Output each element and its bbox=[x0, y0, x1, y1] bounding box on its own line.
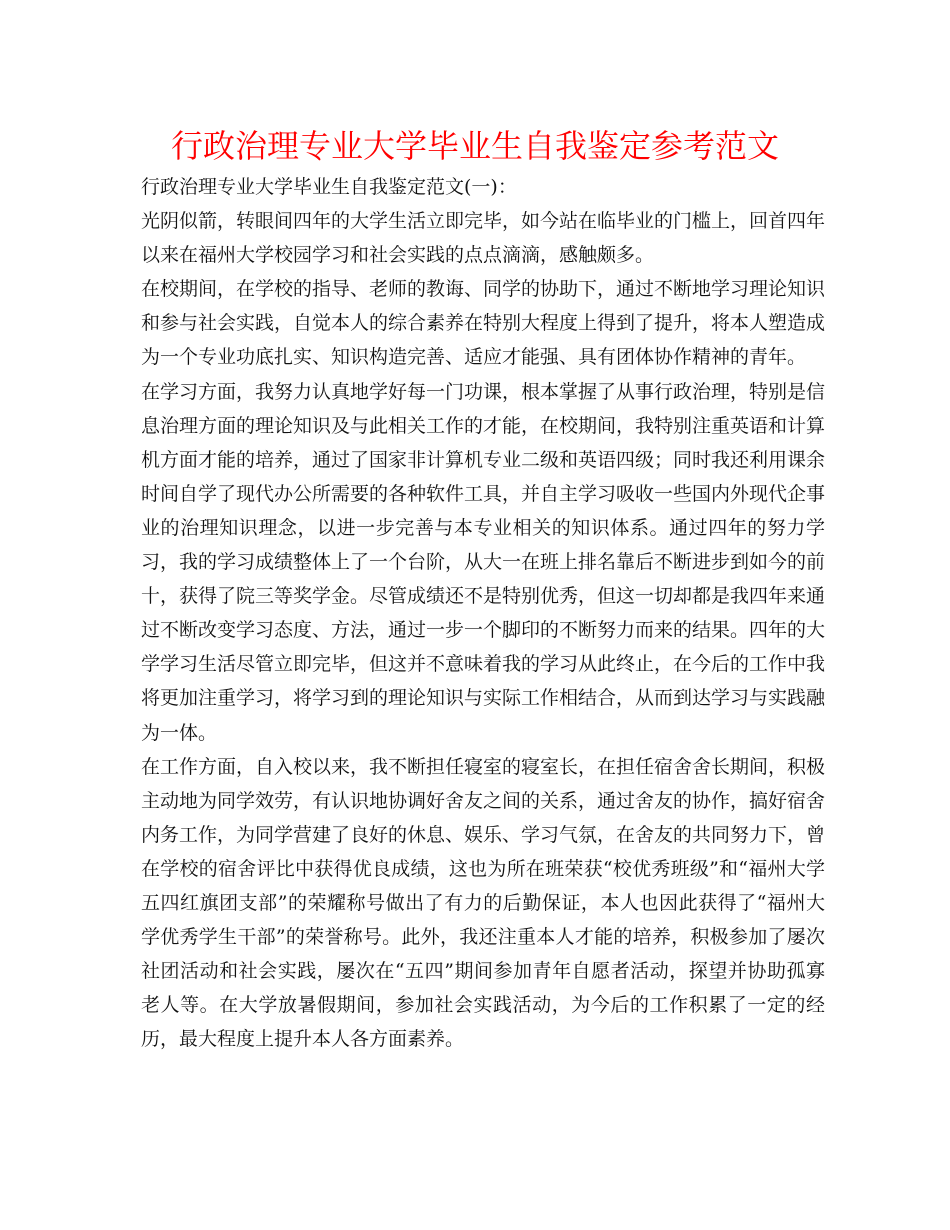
study-paragraph: 在学习方面，我努力认真地学好每一门功课，根本掌握了从事行政治理，特别是信息治理方面的理论知识及与此相关工作的才能，在校期间，我特别注重英语和计算机方面才能的培养，通过了国家非计算机专业二级和英语四级；同时我还利用课余时间自学了现代办公所需要的各种软件工具，并自主学习吸收一些国内外现代企事业的治理知识理念，以进一步完善与本专业相关的知识体系。通过四年的努力学习，我的学习成绩整体上了一个台阶，从大一在班上排名靠后不断进步到如今的前十，获得了院三等奖学金。尽管成绩还不是特别优秀，但这一切却都是我四年来通过不断改变学习态度、方法，通过一步一个脚印的不断努力而来的结果。四年的大学学习生活尽管立即完毕，但这并不意味着我的学习从此终止，在今后的工作中我将更加注重学习，将学习到的理论知识与实际工作相结合，从而到达学习与实践融为一体。 bbox=[141, 380, 826, 744]
work-paragraph: 在工作方面，自入校以来，我不断担任寝室的寝室长，在担任宿舍舍长期间，积极主动地为同学效劳，有认识地协调好舍友之间的关系，通过舍友的协作，搞好宿舍内务工作，为同学营建了良好的休息、娱乐、学习气氛，在舍友的共同努力下，曾在学校的宿舍评比中获得优良成绩，这也为所在班荣获“校优秀班级”和“福州大学五四红旗团支部”的荣耀称号做出了有力的后勤保证，本人也因此获得了“福州大学优秀学生干部”的荣誉称号。此外，我还注重本人才能的培养，积极参加了屡次社团活动和社会实践，屡次在“五四”期间参加青年自愿者活动，探望并协助孤寡老人等。在大学放暑假期间，参加社会实践活动，为今后的工作积累了一定的经历，最大程度上提升本人各方面素养。 bbox=[141, 755, 826, 1051]
subtitle-paragraph: 行政治理专业大学毕业生自我鉴定范文(一)： bbox=[141, 176, 517, 198]
school-period-paragraph: 在校期间，在学校的指导、老师的教诲、同学的协助下，通过不断地学习理论知识和参与社会实践，自觉本人的综合素养在特别大程度上得到了提升，将本人塑造成为一个专业功底扎实、知识构造完善、适应才能强、具有团体协作精神的青年。 bbox=[141, 278, 826, 369]
document-title: 行政治理专业大学毕业生自我鉴定参考范文 bbox=[170, 127, 779, 165]
intro-paragraph: 光阴似箭，转眼间四年的大学生活立即完毕，如今站在临毕业的门槛上，回首四年以来在福州大学校园学习和社会实践的点点滴滴，感触颇多。 bbox=[141, 210, 826, 267]
document-body bbox=[141, 170, 825, 1056]
